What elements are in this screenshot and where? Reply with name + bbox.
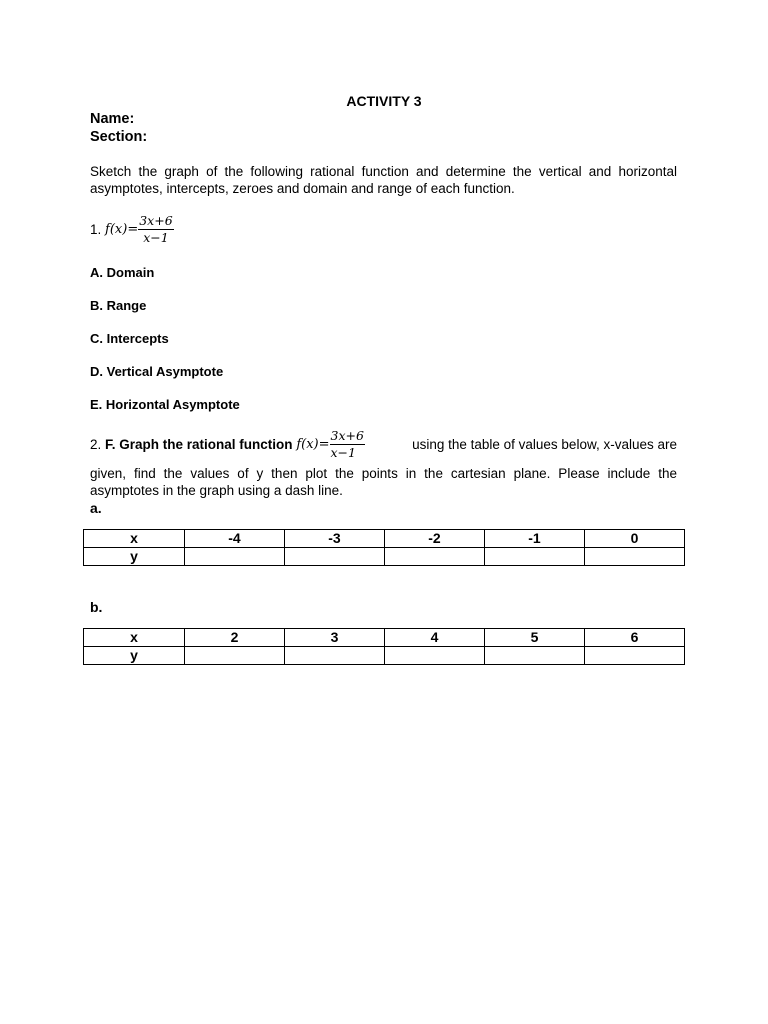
table-b <box>83 628 685 665</box>
item-horizontal-asymptote: E. Horizontal Asymptote <box>90 397 240 412</box>
table-b-x-value: 2 <box>185 629 285 647</box>
question-1-number: 1. <box>90 222 102 237</box>
table-a-label: a. <box>90 500 102 516</box>
table-b-y-cell[interactable] <box>485 647 585 665</box>
table-b-label: b. <box>90 599 103 615</box>
table-b-x-value: 6 <box>585 629 685 647</box>
table-a-x-label: x <box>84 530 185 548</box>
table-a-x-value: -1 <box>485 530 585 548</box>
question-1-function-lhs: f(x)= <box>105 222 139 237</box>
table-b-x-value: 4 <box>385 629 485 647</box>
table-row <box>84 647 685 665</box>
question-1-denominator: x−1 <box>143 230 169 245</box>
table-row <box>84 629 685 647</box>
item-range: B. Range <box>90 298 147 313</box>
table-a-x-value: -3 <box>285 530 385 548</box>
table-b-y-cell[interactable] <box>185 647 285 665</box>
question-1-fraction <box>138 213 173 246</box>
instructions-paragraph: Sketch the graph of the following rational function and determine the vertical and horizontal asymptotes, intercepts, zeroes and domain and range of each function. <box>90 164 677 196</box>
question-2-number: 2. <box>90 437 102 452</box>
table-a <box>83 529 685 566</box>
table-b-y-cell[interactable] <box>385 647 485 665</box>
table-b-y-cell[interactable] <box>585 647 685 665</box>
table-a-x-value: -4 <box>185 530 285 548</box>
table-a-x-value: -2 <box>385 530 485 548</box>
question-2-text-after: using the table of values below, x-values are <box>412 437 677 452</box>
table-a-y-cell[interactable] <box>485 548 585 566</box>
table-a-y-cell[interactable] <box>585 548 685 566</box>
table-b-x-value: 3 <box>285 629 385 647</box>
question-2-function-lhs: f(x)= <box>296 437 330 452</box>
question-1 <box>90 213 174 246</box>
table-row <box>84 530 685 548</box>
table-a-y-cell[interactable] <box>385 548 485 566</box>
table-b-x-value: 5 <box>485 629 585 647</box>
table-b-x-label: x <box>84 629 185 647</box>
table-a-y-label: y <box>84 548 185 566</box>
question-2-text-rest: given, find the values of y then plot the points in the cartesian plane. Please include the asymptotes in the graph using a dash line. <box>90 466 677 498</box>
question-2-first-line <box>90 428 677 461</box>
item-vertical-asymptote: D. Vertical Asymptote <box>90 364 224 379</box>
name-label: Name: <box>90 111 135 127</box>
table-row <box>84 548 685 566</box>
question-1-numerator: 3x+6 <box>139 213 173 228</box>
item-intercepts: C. Intercepts <box>90 331 169 346</box>
table-a-y-cell[interactable] <box>185 548 285 566</box>
table-b-y-cell[interactable] <box>285 647 385 665</box>
item-domain: A. Domain <box>90 265 155 280</box>
question-2-denominator: x−1 <box>330 445 356 460</box>
question-2-bold-lead: F. Graph the rational function <box>105 437 293 452</box>
table-b-y-label: y <box>84 647 185 665</box>
table-a-x-value: 0 <box>585 530 685 548</box>
question-2-fraction <box>330 428 365 461</box>
table-a-y-cell[interactable] <box>285 548 385 566</box>
section-label: Section: <box>90 129 148 145</box>
page-title: ACTIVITY 3 <box>346 93 422 109</box>
question-2-numerator: 3x+6 <box>330 428 364 443</box>
